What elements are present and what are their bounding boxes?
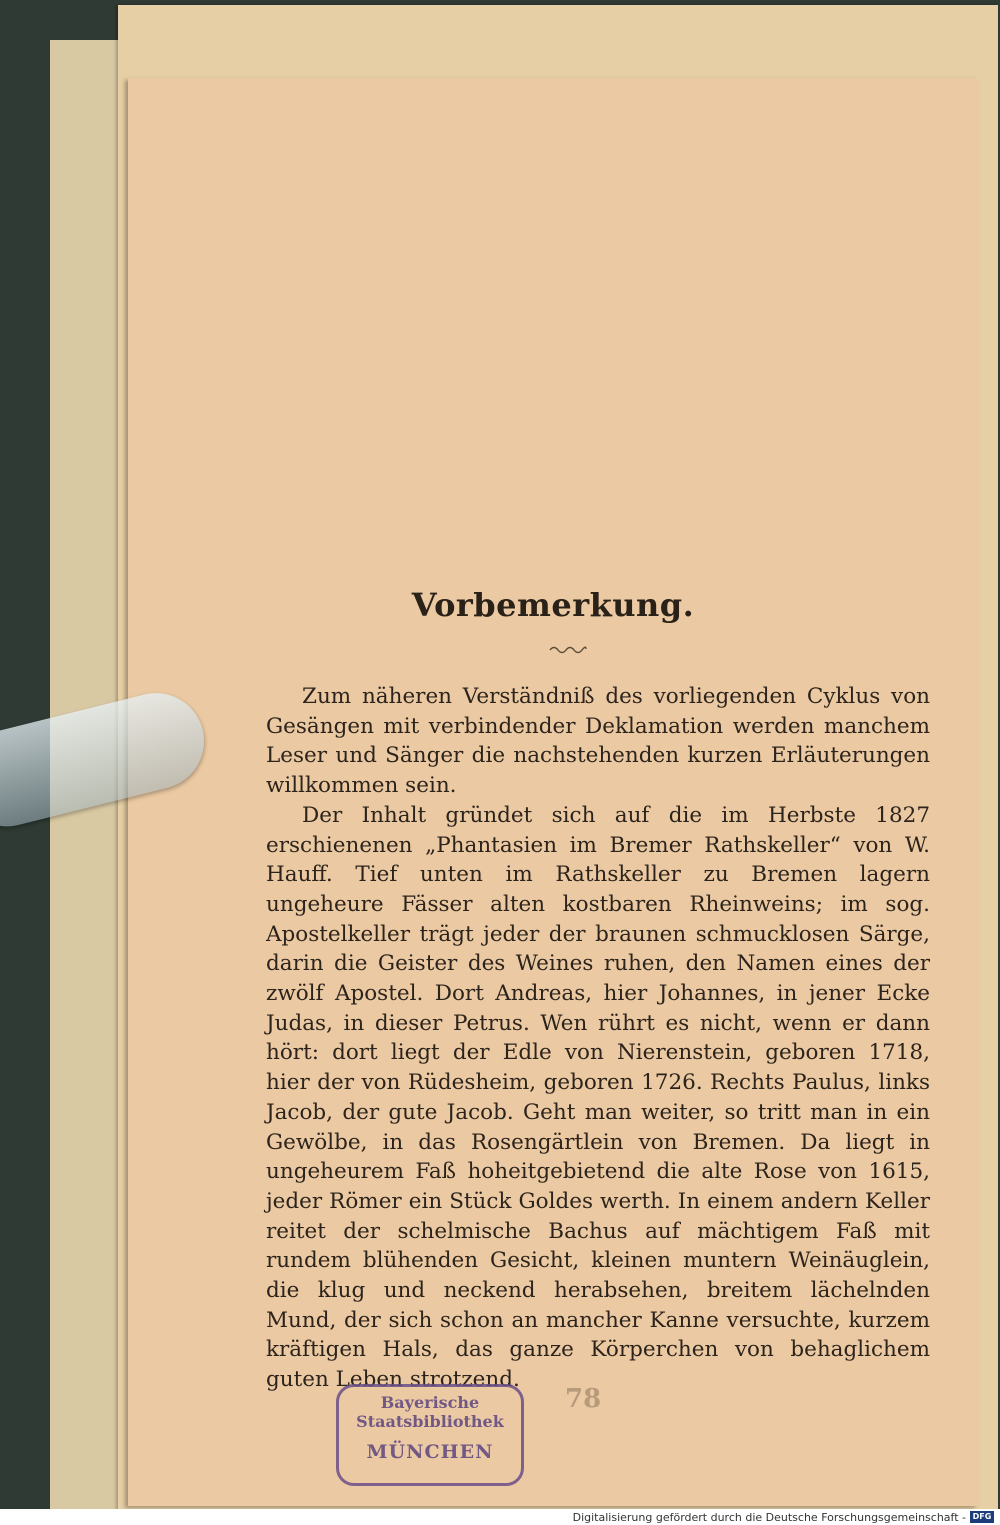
library-stamp <box>336 1384 524 1486</box>
body-text <box>266 682 930 1395</box>
paragraph-content: Der Inhalt gründet sich auf die im Herbste 1827 erschienenen „Phantasien im Bremer Rathskeller“ von W. Hauff. Tief unten im Rathskeller zu Bremen lagern ungeheure Fässer alten kostbaren Rheinweins; im sog. Apostelkeller trägt jeder der braunen schmucklosen Särge, darin die Geister des Weines ruhen, den Namen eines der zwölf Apostel. Dort Andreas, hier Johannes, in jener Ecke Judas, in dieser Petrus. Wen rührt es nicht, wenn er dann hört: dort liegt der Edle von Nierenstein, geboren 1718, hier der von Rüdesheim, geboren 1726. Rechts Paulus, links Jacob, der gute Jacob. Geht man weiter, so tritt man in ein Gewölbe, in das Rosengärtlein von Bremen. Da liegt in ungeheurem Faß hoheitgebietend die alte Rose von 1615, jeder Römer ein Stück Goldes werth. In einem andern Keller reitet der schelmische Bachus auf mächtigem Faß mit rundem blühenden Gesicht, kleinen muntern Weinäuglein, die klug und neckend herabsehen, breitem lächelnden Mund, der sich schon an mancher Kanne versuchte, kurzem kräftigen Hals, das ganze Körperchen von behaglichem guten Leben strotzend. <box>266 802 930 1393</box>
stamp-line-3: MÜNCHEN <box>366 1441 494 1463</box>
page-heading: Vorbemerkung. <box>411 586 695 624</box>
paragraph-intro: Zum näheren Verständniß des vorliegenden Cyklus von Gesängen mit verbindender Deklamation werden manchem Leser und Sänger die nachstehenden kurzen Erläuterungen willkommen sein. <box>266 684 930 799</box>
stamp-line-2: Staatsbibliothek <box>356 1412 504 1431</box>
stamp-line-1: Bayerische <box>380 1393 480 1412</box>
footer-credit: Digitalisierung gefördert durch die Deutsche Forschungsgemeinschaft - <box>572 1511 966 1524</box>
shelfmark: 78 <box>565 1384 602 1414</box>
ornament-squiggle-icon <box>548 644 588 654</box>
dfg-logo-icon: DFG <box>970 1511 994 1523</box>
document-page <box>128 78 978 1506</box>
